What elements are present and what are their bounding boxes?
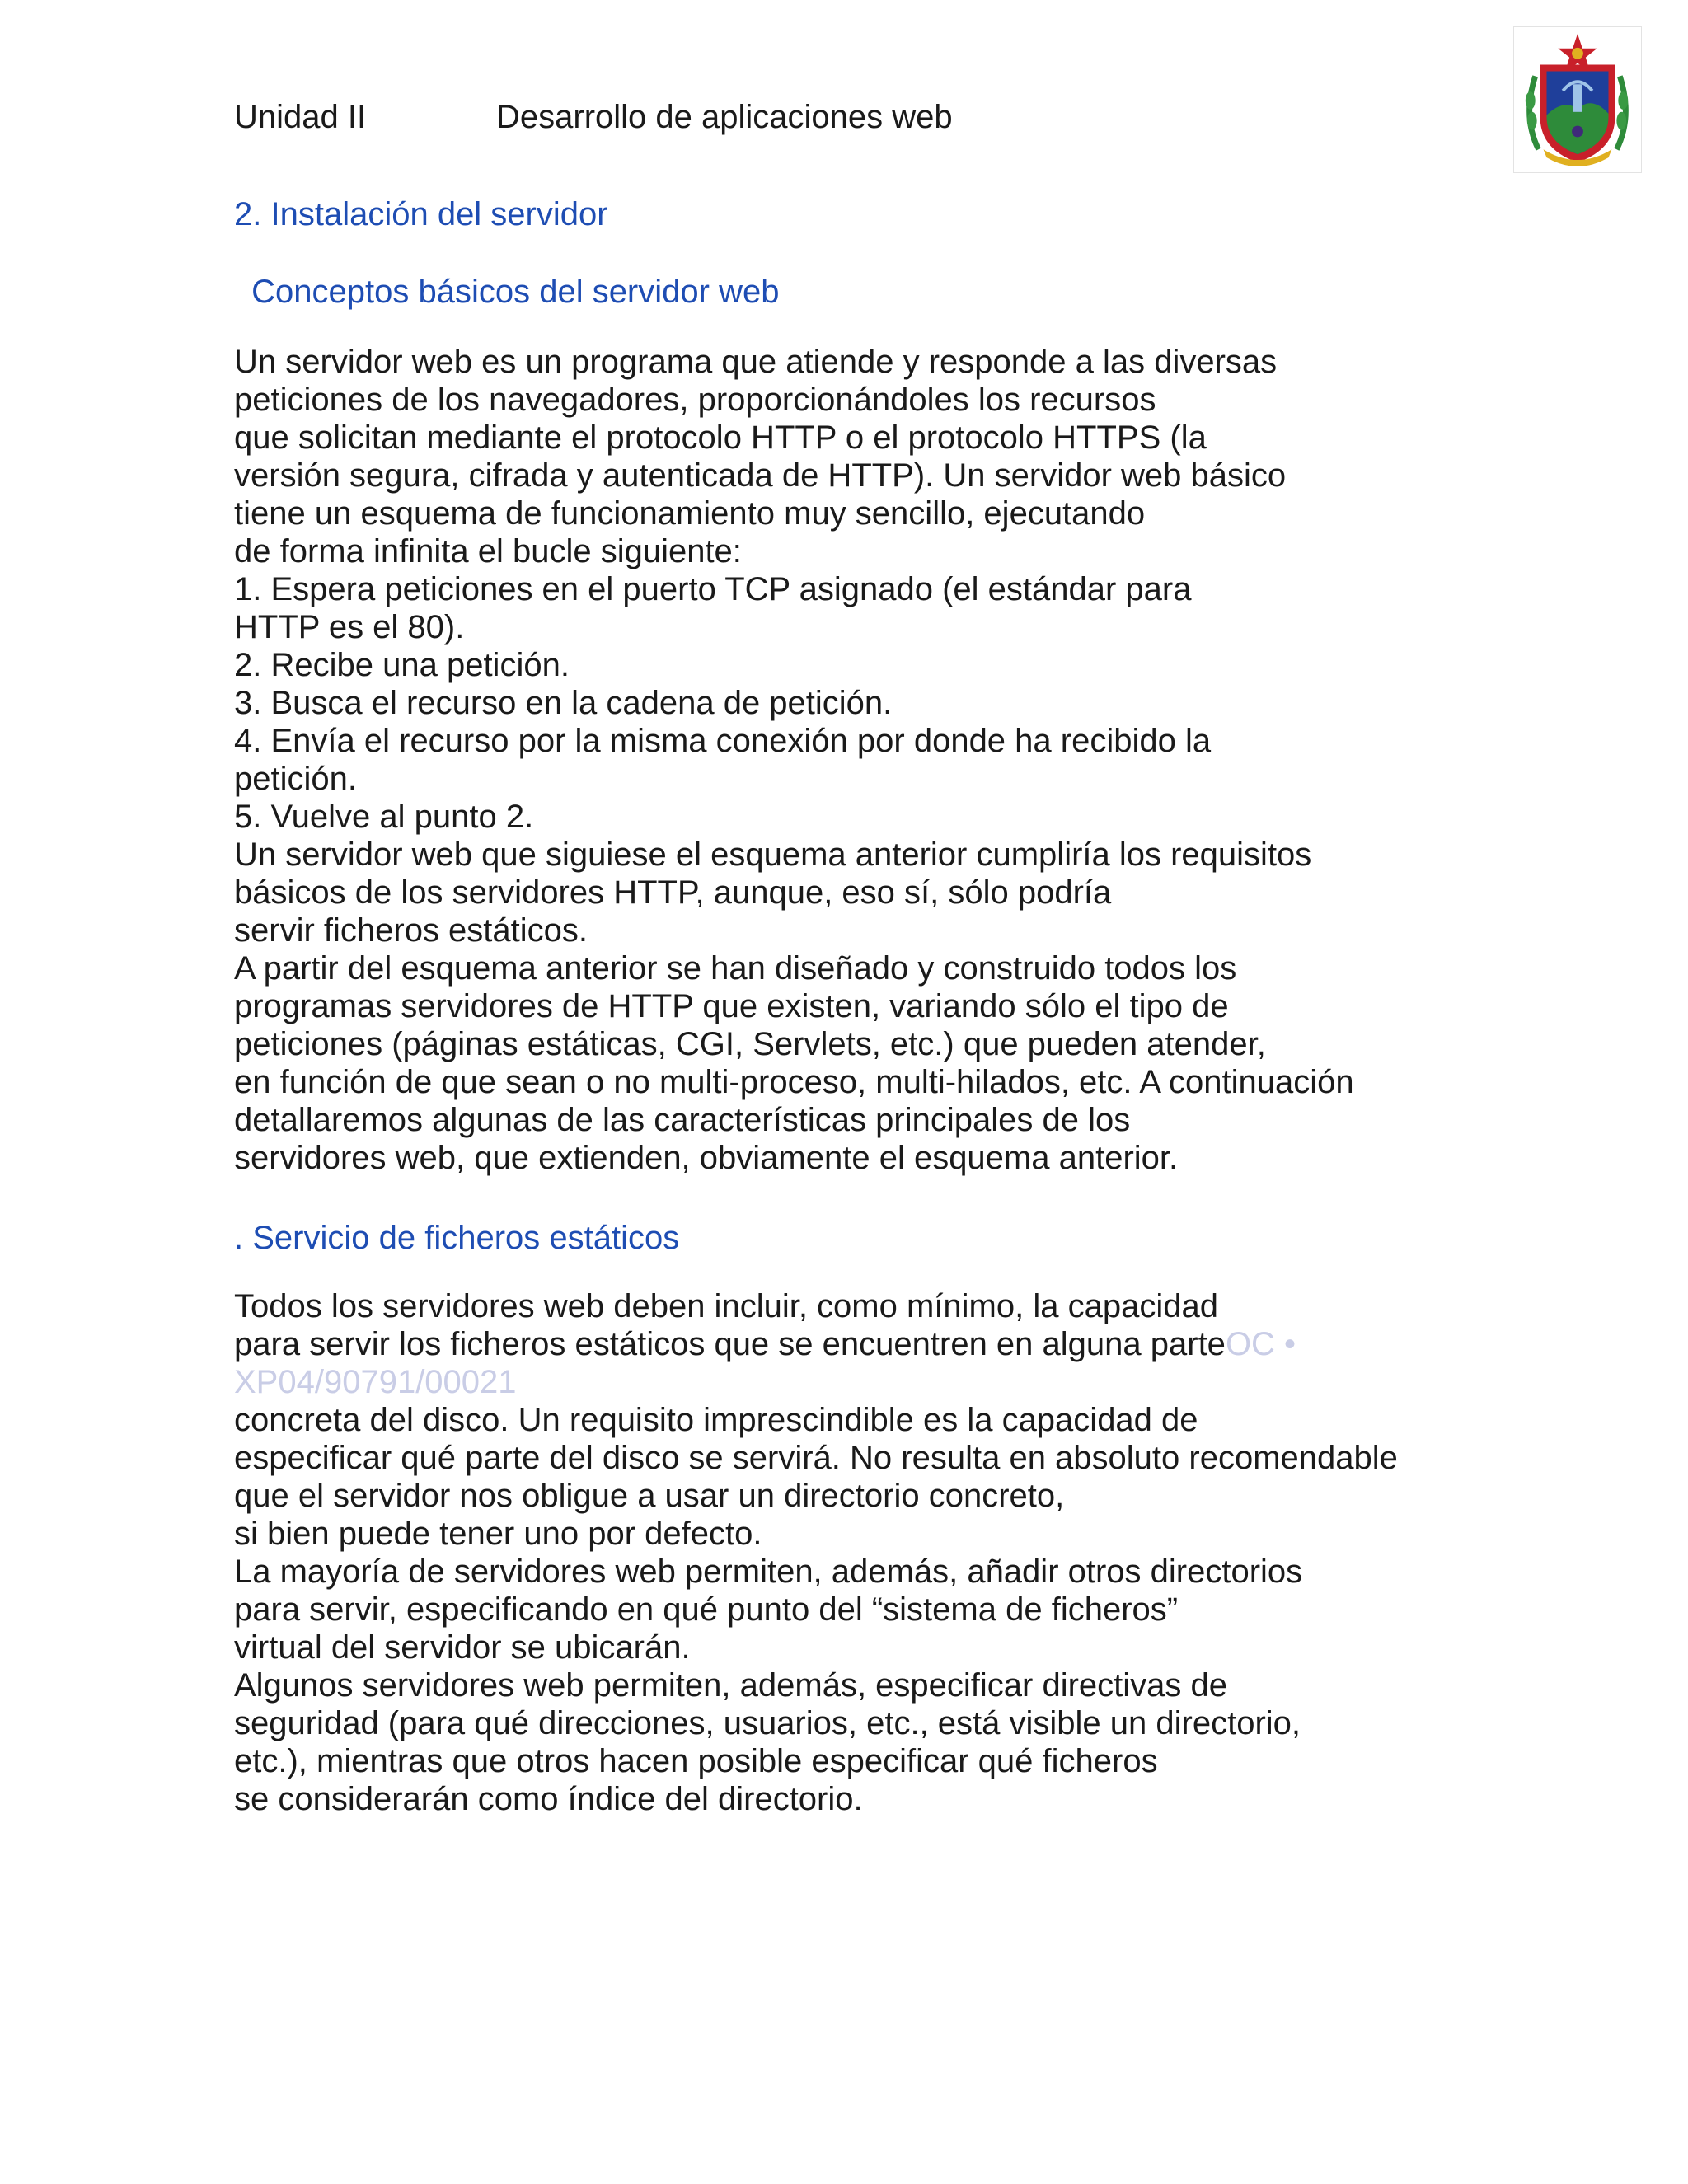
list-item: 3. Busca el recurso en la cadena de petición. — [234, 685, 893, 721]
text-line: que el servidor nos obligue a usar un directorio concreto, — [234, 1478, 1065, 1514]
watermark-text: OC • — [1225, 1326, 1296, 1362]
watermark-text: XP04/90791/00021 — [234, 1364, 517, 1400]
text-line: concreta del disco. Un requisito imprescindible es la capacidad de — [234, 1402, 1198, 1438]
text-line: A partir del esquema anterior se han diseñado y construido todos los — [234, 950, 1237, 987]
list-item: petición. — [234, 761, 357, 797]
text-line: Un servidor web es un programa que atiende y responde a las diversas — [234, 344, 1278, 380]
paragraph-server-basics — [234, 343, 1437, 1177]
unit-label: Unidad II — [234, 99, 367, 135]
text-line: La mayoría de servidores web permiten, además, añadir otros directorios — [234, 1554, 1303, 1590]
text-line: peticiones de los navegadores, proporcionándoles los recursos — [234, 382, 1156, 418]
course-title: Desarrollo de aplicaciones web — [496, 99, 953, 135]
text-line: que solicitan mediante el protocolo HTTP o el protocolo HTTPS (la — [234, 419, 1207, 456]
text-line: si bien puede tener uno por defecto. — [234, 1516, 762, 1552]
text-line: se considerarán como índice del directorio. — [234, 1781, 863, 1817]
text-line: en función de que sean o no multi-proceso, multi-hilados, etc. A continuación — [234, 1064, 1354, 1100]
text-line — [234, 1325, 1437, 1363]
text-line: programas servidores de HTTP que existen, variando sólo el tipo de — [234, 988, 1229, 1024]
text-line: tiene un esquema de funcionamiento muy sencillo, ejecutando — [234, 495, 1146, 532]
list-item: 1. Espera peticiones en el puerto TCP asignado (el estándar para — [234, 571, 1192, 607]
list-item: HTTP es el 80). — [234, 609, 465, 645]
page-header — [234, 92, 953, 142]
text-line: básicos de los servidores HTTP, aunque, eso sí, sólo podría — [234, 874, 1112, 911]
document-body — [234, 190, 1437, 1818]
text-line: servir ficheros estáticos. — [234, 912, 588, 949]
text-line: detallaremos algunas de las características principales de los — [234, 1102, 1131, 1138]
text-line: virtual del servidor se ubicarán. — [234, 1629, 691, 1666]
text-line: Algunos servidores web permiten, además, especificar directivas de — [234, 1667, 1228, 1704]
text-line: de forma infinita el bucle siguiente: — [234, 533, 742, 569]
section-heading: . Servicio de ficheros estáticos — [234, 1220, 680, 1256]
text-line: Un servidor web que siguiese el esquema anterior cumpliría los requisitos — [234, 837, 1312, 873]
list-item: 2. Recibe una petición. — [234, 647, 570, 683]
paragraph-static-files — [234, 1287, 1437, 1818]
text-line: especificar qué parte del disco se servirá. No resulta en absoluto recomendable — [234, 1440, 1398, 1476]
subsection-heading: Conceptos básicos del servidor web — [242, 274, 780, 310]
text-line: para servir, especificando en qué punto del “sistema de ficheros” — [234, 1591, 1179, 1628]
text-line: peticiones (páginas estáticas, CGI, Servlets, etc.) que pueden atender, — [234, 1026, 1266, 1062]
text-line: etc.), mientras que otros hacen posible especificar qué ficheros — [234, 1743, 1158, 1779]
text-line: seguridad (para qué direcciones, usuarios, etc., está visible un directorio, — [234, 1705, 1301, 1741]
section-heading: 2. Instalación del servidor — [234, 196, 608, 232]
text-line: servidores web, que extienden, obviamente el esquema anterior. — [234, 1140, 1179, 1176]
text-line: versión segura, cifrada y autenticada de HTTP). Un servidor web básico — [234, 457, 1287, 494]
list-item: 4. Envía el recurso por la misma conexión por donde ha recibido la — [234, 723, 1212, 759]
text-segment: para servir los ficheros estáticos que se encuentren en alguna parte — [234, 1326, 1226, 1362]
text-line: Todos los servidores web deben incluir, como mínimo, la capacidad — [234, 1288, 1218, 1324]
coat-of-arms-icon — [1513, 26, 1642, 173]
list-item: 5. Vuelve al punto 2. — [234, 799, 534, 835]
